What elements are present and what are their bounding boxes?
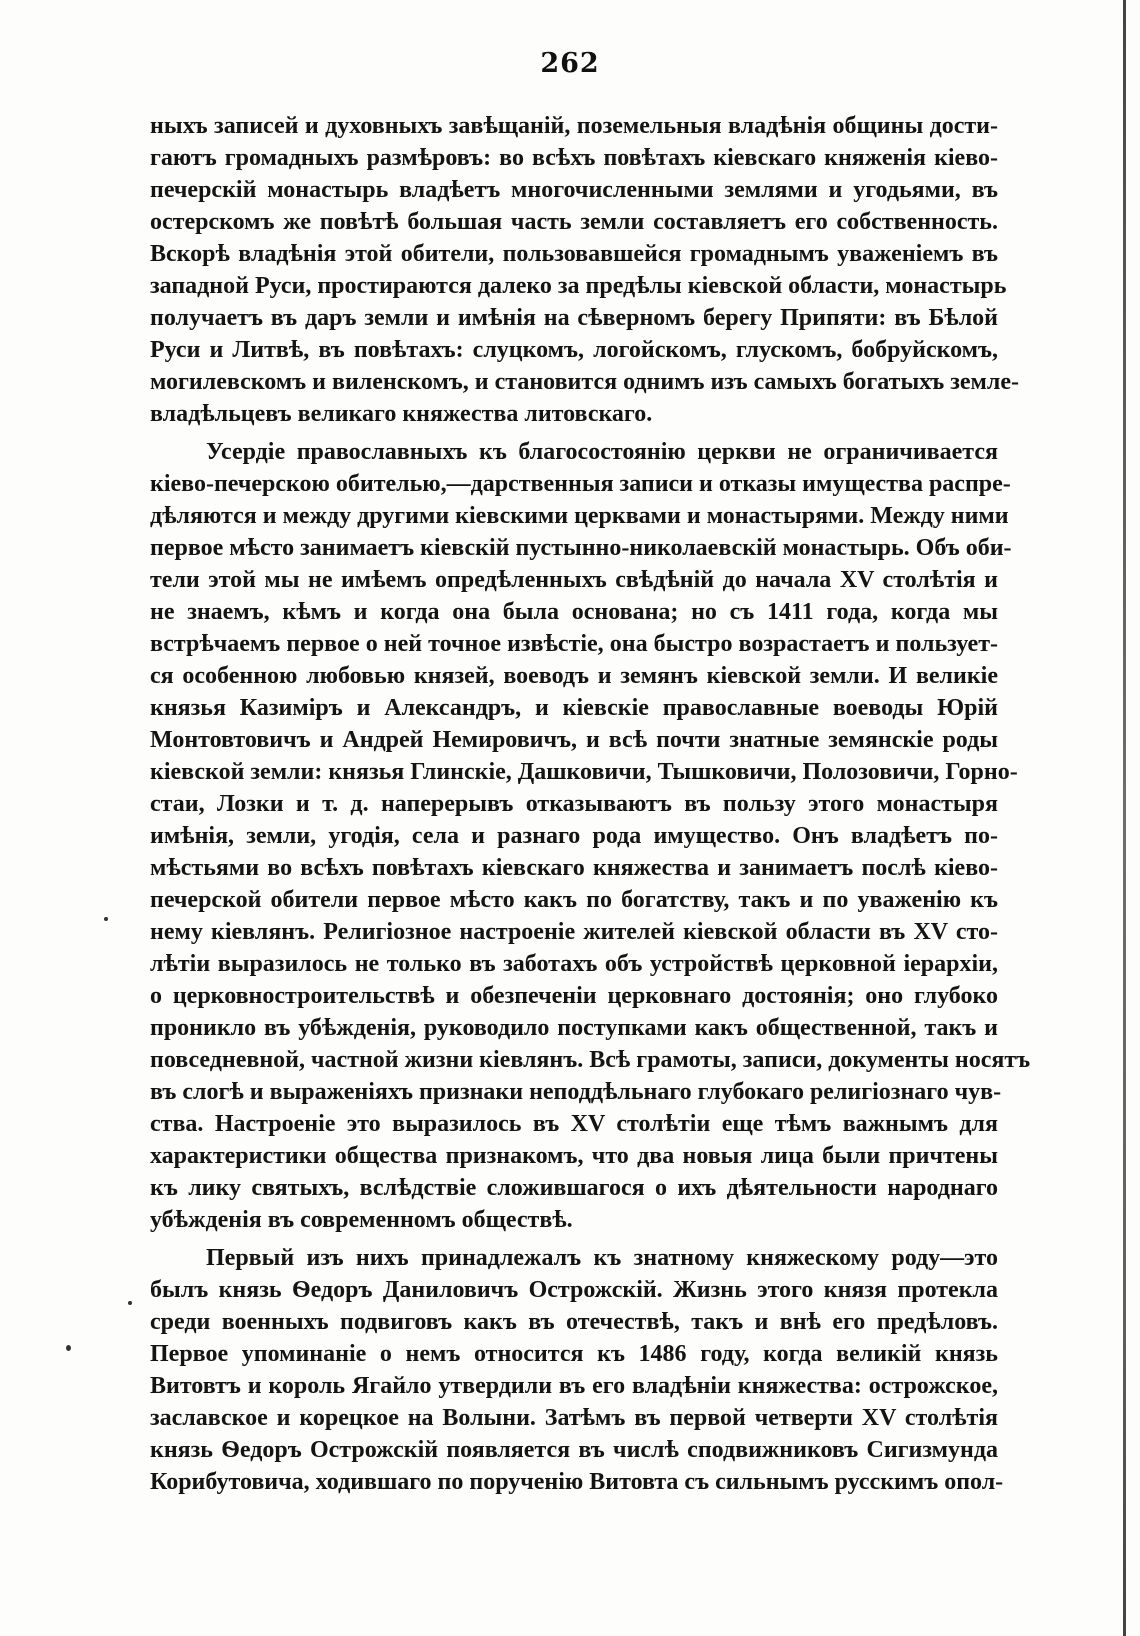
text-line: Усердіе православныхъ къ благосостоянію церкви не ограничивается — [206, 439, 998, 465]
text-line: печерской обители первое мѣсто какъ по богатству, такъ и по уваженію къ — [150, 887, 998, 913]
paragraph — [150, 110, 1020, 430]
text-line: ныхъ записей и духовныхъ завѣщаній, поземельныя владѣнія общины дости- — [150, 113, 998, 139]
text-line: убѣжденія въ современномъ обществѣ. — [150, 1207, 573, 1233]
text-line: имѣнія, земли, угодія, села и разнаго рода имущество. Онъ владѣетъ по- — [150, 823, 998, 849]
text-line: нему кіевлянъ. Религіозное настроеніе жителей кіевской области въ XV сто- — [150, 919, 998, 945]
text-line: въ слогѣ и выраженіяхъ признаки неподдѣльнаго глубокаго религіознаго чув- — [150, 1079, 1002, 1105]
text-line: Витовтъ и король Ягайло утвердили въ его владѣніи княжества: острожское, — [150, 1373, 998, 1399]
text-line: кіево-печерскою обителью,—дарственныя записи и отказы имущества распре- — [150, 471, 1011, 497]
paragraph — [150, 1242, 1004, 1498]
text-line: дѣляются и между другими кіевскими церквами и монастырями. Между ними — [150, 503, 1009, 529]
text-line: печерскій монастырь владѣетъ многочисленными землями и угодьями, въ — [150, 177, 998, 203]
text-line: Первое упоминаніе о немъ относится къ 1486 году, когда великій князь — [150, 1341, 998, 1367]
text-line: владѣльцевъ великаго княжества литовскаго. — [150, 401, 653, 427]
text-line: проникло въ убѣжденія, руководило поступками какъ общественной, такъ и — [150, 1015, 998, 1041]
text-line: ся особенною любовью князей, воеводъ и земянъ кіевской земли. И великіе — [150, 663, 998, 689]
text-line: стаи, Лозки и т. д. наперерывъ отказываютъ въ пользу этого монастыря — [150, 791, 998, 817]
text-line: тели этой мы не имѣемъ опредѣленныхъ свѣдѣній до начала XV столѣтія и — [150, 567, 998, 593]
text-line: заславское и корецкое на Волыни. Затѣмъ въ первой четверти XV столѣтія — [150, 1405, 998, 1431]
text-line: Первый изъ нихъ принадлежалъ къ знатному княжескому роду—это — [206, 1245, 998, 1271]
text-line: встрѣчаемъ первое о ней точное извѣстіе, она быстро возрастаетъ и пользует- — [150, 631, 998, 657]
text-line: характеристики общества признакомъ, что два новыя лица были причтены — [150, 1143, 998, 1169]
text-line: былъ князь Ѳедоръ Даниловичъ Острожскій. Жизнь этого князя протекла — [150, 1277, 998, 1303]
scan-speck — [128, 1301, 132, 1305]
text-line: князь Ѳедоръ Острожскій появляется въ числѣ сподвижниковъ Сигизмунда — [150, 1437, 998, 1463]
text-line: среди военныхъ подвиговъ какъ въ отечествѣ, такъ и внѣ его предѣловъ. — [150, 1309, 998, 1335]
text-body — [150, 110, 1031, 1504]
text-line: могилевскомъ и виленскомъ, и становится однимъ изъ самыхъ богатыхъ земле- — [150, 369, 1020, 395]
text-line: первое мѣсто занимаетъ кіевскій пустынно-николаевскій монастырь. Объ оби- — [150, 535, 1012, 561]
text-line: Монтовтовичъ и Андрей Немировичъ, и всѣ почти знатные земянскіе роды — [150, 727, 998, 753]
page-number: 262 — [540, 48, 600, 79]
text-line: ства. Настроеніе это выразилось въ XV столѣтіи еще тѣмъ важнымъ для — [150, 1111, 998, 1137]
text-line: остерскомъ же повѣтѣ большая часть земли составляетъ его собственность. — [150, 209, 998, 235]
text-line: получаетъ въ даръ земли и имѣнія на сѣверномъ берегу Припяти: въ Бѣлой — [150, 305, 998, 331]
text-line: не знаемъ, кѣмъ и когда она была основана; но съ 1411 года, когда мы — [150, 599, 998, 625]
scan-speck — [66, 1345, 71, 1351]
text-line: къ лику святыхъ, вслѣдствіе сложившагося о ихъ дѣятельности народнаго — [150, 1175, 998, 1201]
text-line: князья Казиміръ и Александръ, и кіевскіе православные воеводы Юрій — [150, 695, 998, 721]
text-line: лѣтіи выразилось не только въ заботахъ объ устройствѣ церковной іерархіи, — [150, 951, 998, 977]
text-line: кіевской земли: князья Глинскіе, Дашковичи, Тышковичи, Полозовичи, Горно- — [150, 759, 1018, 785]
scan-speck — [104, 917, 108, 921]
text-line: гаютъ громадныхъ размѣровъ: во всѣхъ повѣтахъ кіевскаго княженія кіево- — [150, 145, 998, 171]
text-line: мѣстьями во всѣхъ повѣтахъ кіевскаго княжества и занимаетъ послѣ кіево- — [150, 855, 998, 881]
text-line: Вскорѣ владѣнія этой обители, пользовавшейся громаднымъ уваженіемъ въ — [150, 241, 998, 267]
text-line: Корибутовича, ходившаго по порученію Витовта съ сильнымъ русскимъ опол- — [150, 1469, 1004, 1495]
text-line: Руси и Литвѣ, въ повѣтахъ: слуцкомъ, логойскомъ, глускомъ, бобруйскомъ, — [150, 337, 998, 363]
text-line: повседневной, частной жизни кіевлянъ. Всѣ грамоты, записи, документы носятъ — [150, 1047, 1031, 1073]
text-line: западной Руси, простираются далеко за предѣлы кіевской области, монастырь — [150, 273, 1007, 299]
paragraph — [150, 436, 1031, 1236]
scan-edge-shadow — [1123, 0, 1126, 1636]
text-line: о церковностроительствѣ и обезпеченіи церковнаго достоянія; оно глубоко — [150, 983, 998, 1009]
